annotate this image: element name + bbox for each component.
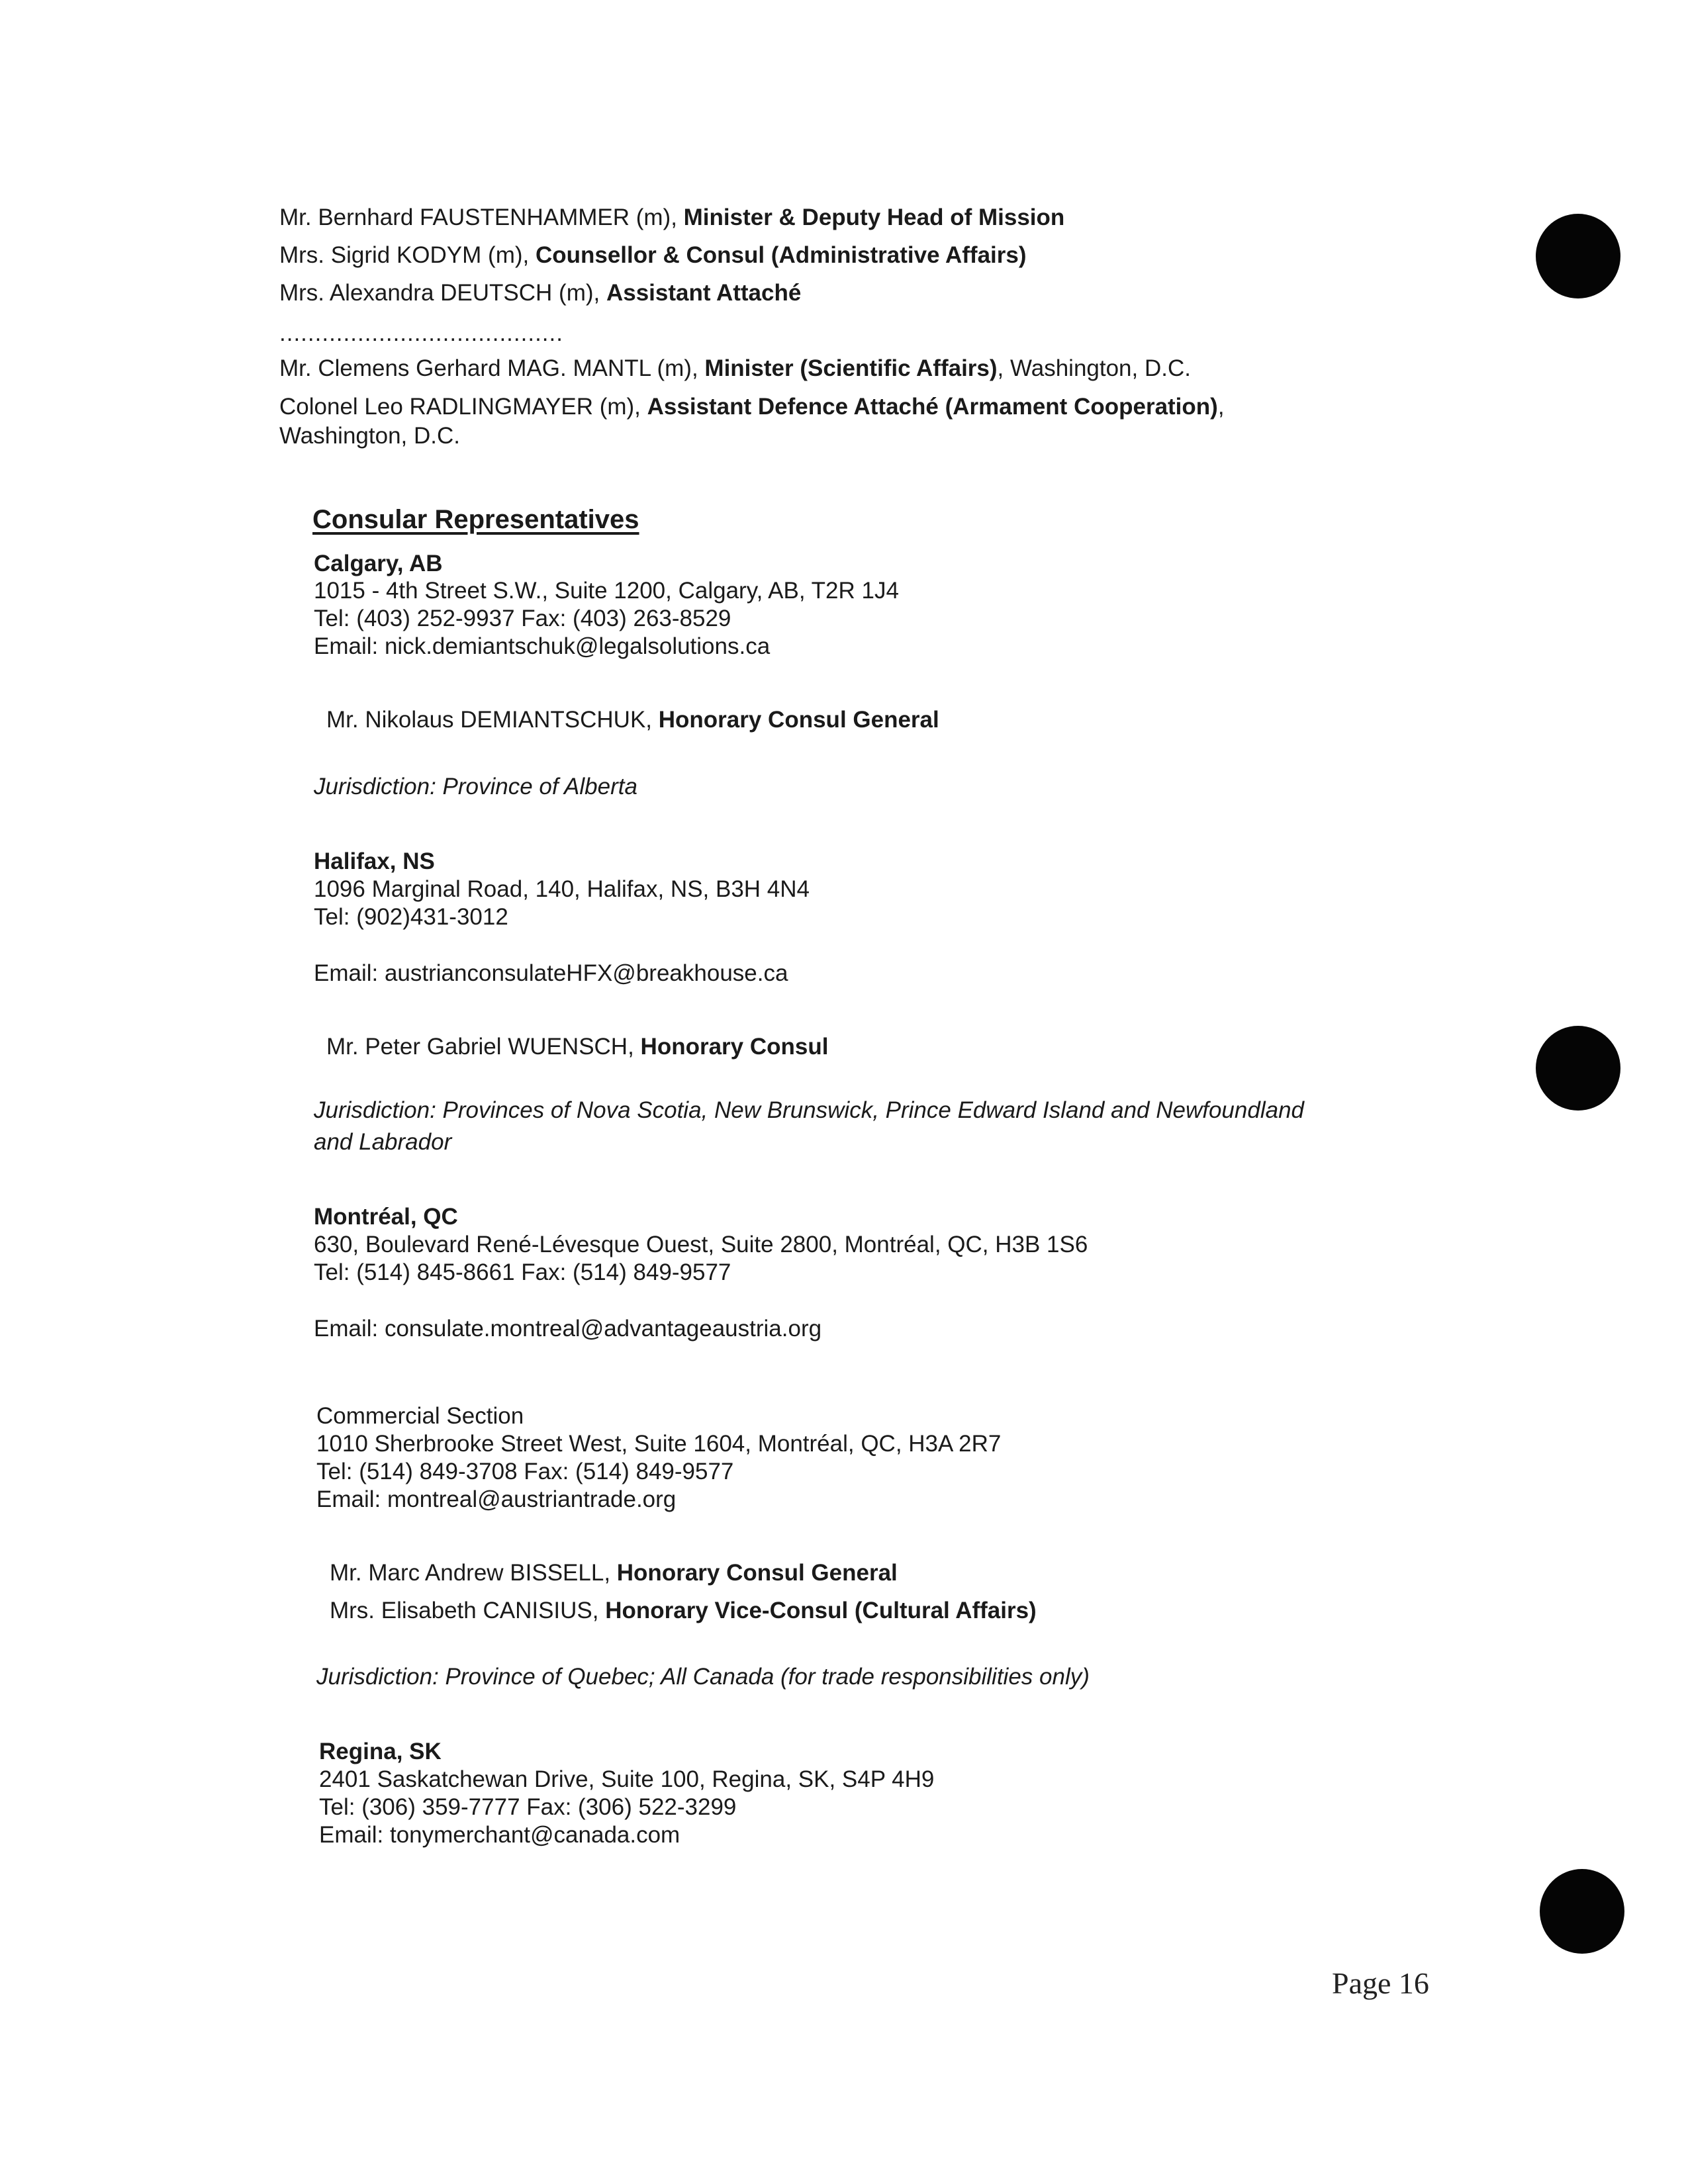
staff-name: Mrs. Sigrid KODYM (m), xyxy=(279,242,536,268)
staff-location: , Washington, D.C. xyxy=(997,355,1191,381)
address: 2401 Saskatchewan Drive, Suite 100, Regina, SK, S4P 4H9 xyxy=(319,1766,935,1792)
consul-title: Honorary Consul General xyxy=(616,1560,898,1586)
staff-location-line: Washington, D.C. xyxy=(279,423,460,449)
consul-line xyxy=(330,1559,898,1588)
staff-title: Minister (Scientific Affairs) xyxy=(704,355,998,381)
email: Email: austrianconsulateHFX@breakhouse.ca xyxy=(314,960,788,986)
staff-name: Mr. Clemens Gerhard MAG. MANTL (m), xyxy=(279,355,705,381)
staff-name: Mrs. Alexandra DEUTSCH (m), xyxy=(279,280,606,306)
city-heading xyxy=(319,1737,442,1766)
phone-fax: Tel: (514) 849-3708 Fax: (514) 849-9577 xyxy=(316,1459,734,1484)
consul-title: Honorary Consul General xyxy=(658,707,939,733)
staff-name: Mr. Bernhard FAUSTENHAMMER (m), xyxy=(279,205,684,230)
staff-line xyxy=(279,279,801,308)
address: 1010 Sherbrooke Street West, Suite 1604, Montréal, QC, H3A 2R7 xyxy=(316,1431,1002,1457)
staff-name: Colonel Leo RADLINGMAYER (m), xyxy=(279,394,647,420)
jurisdiction: Jurisdiction: Province of Alberta xyxy=(314,774,637,799)
email: Email: tonymerchant@canada.com xyxy=(319,1822,680,1848)
city-name: Calgary, AB xyxy=(314,551,443,576)
consul-name: Mr. Nikolaus DEMIANTSCHUK, xyxy=(326,707,659,733)
consul-name: Mr. Marc Andrew BISSELL, xyxy=(330,1560,617,1586)
dotted-separator: ........................................ xyxy=(279,320,563,346)
section-heading: Consular Representatives xyxy=(312,505,639,534)
staff-title: Minister & Deputy Head of Mission xyxy=(683,205,1065,230)
city-name: Halifax, NS xyxy=(314,848,435,874)
phone: Tel: (902)431-3012 xyxy=(314,904,508,930)
consul-title: Honorary Consul xyxy=(640,1034,829,1060)
consul-line xyxy=(330,1596,1037,1625)
phone-fax: Tel: (403) 252-9937 Fax: (403) 263-8529 xyxy=(314,606,731,631)
staff-title: Assistant Defence Attaché (Armament Cooperation) xyxy=(647,394,1218,420)
city-name: Regina, SK xyxy=(319,1739,442,1764)
staff-line xyxy=(279,392,1225,422)
staff-title: Counsellor & Consul (Administrative Affairs) xyxy=(535,242,1027,268)
phone-fax: Tel: (514) 845-8661 Fax: (514) 849-9577 xyxy=(314,1259,731,1285)
address: 630, Boulevard René-Lévesque Ouest, Suite 2800, Montréal, QC, H3B 1S6 xyxy=(314,1232,1088,1257)
consul-line xyxy=(326,705,939,735)
city-heading xyxy=(314,847,435,876)
staff-location: , xyxy=(1217,394,1225,420)
staff-line xyxy=(279,354,1191,383)
phone-fax: Tel: (306) 359-7777 Fax: (306) 522-3299 xyxy=(319,1794,737,1820)
commercial-section-label: Commercial Section xyxy=(316,1403,524,1429)
punch-hole-icon xyxy=(1536,1026,1620,1111)
address: 1096 Marginal Road, 140, Halifax, NS, B3H 4N4 xyxy=(314,876,810,902)
staff-line xyxy=(279,241,1027,270)
email: Email: montreal@austriantrade.org xyxy=(316,1486,677,1512)
jurisdiction: Jurisdiction: Provinces of Nova Scotia, New Brunswick, Prince Edward Island and Newfoundland xyxy=(314,1097,1304,1123)
consul-title: Honorary Vice-Consul (Cultural Affairs) xyxy=(605,1598,1037,1623)
city-heading xyxy=(314,549,443,578)
jurisdiction: Jurisdiction: Province of Quebec; All Canada (for trade responsibilities only) xyxy=(316,1664,1090,1690)
consul-name: Mrs. Elisabeth CANISIUS, xyxy=(330,1598,606,1623)
consul-line xyxy=(326,1032,828,1062)
city-name: Montréal, QC xyxy=(314,1204,458,1230)
staff-title: Assistant Attaché xyxy=(606,280,802,306)
consul-name: Mr. Peter Gabriel WUENSCH, xyxy=(326,1034,641,1060)
punch-hole-icon xyxy=(1536,214,1620,298)
jurisdiction-continued: and Labrador xyxy=(314,1129,452,1155)
email: Email: nick.demiantschuk@legalsolutions.ca xyxy=(314,633,771,659)
city-heading xyxy=(314,1203,458,1232)
address: 1015 - 4th Street S.W., Suite 1200, Calgary, AB, T2R 1J4 xyxy=(314,578,899,604)
page-number: Page 16 xyxy=(1332,1966,1429,2000)
staff-line xyxy=(279,203,1064,232)
punch-hole-icon xyxy=(1540,1869,1624,1954)
email: Email: consulate.montreal@advantageaustria.org xyxy=(314,1316,822,1342)
